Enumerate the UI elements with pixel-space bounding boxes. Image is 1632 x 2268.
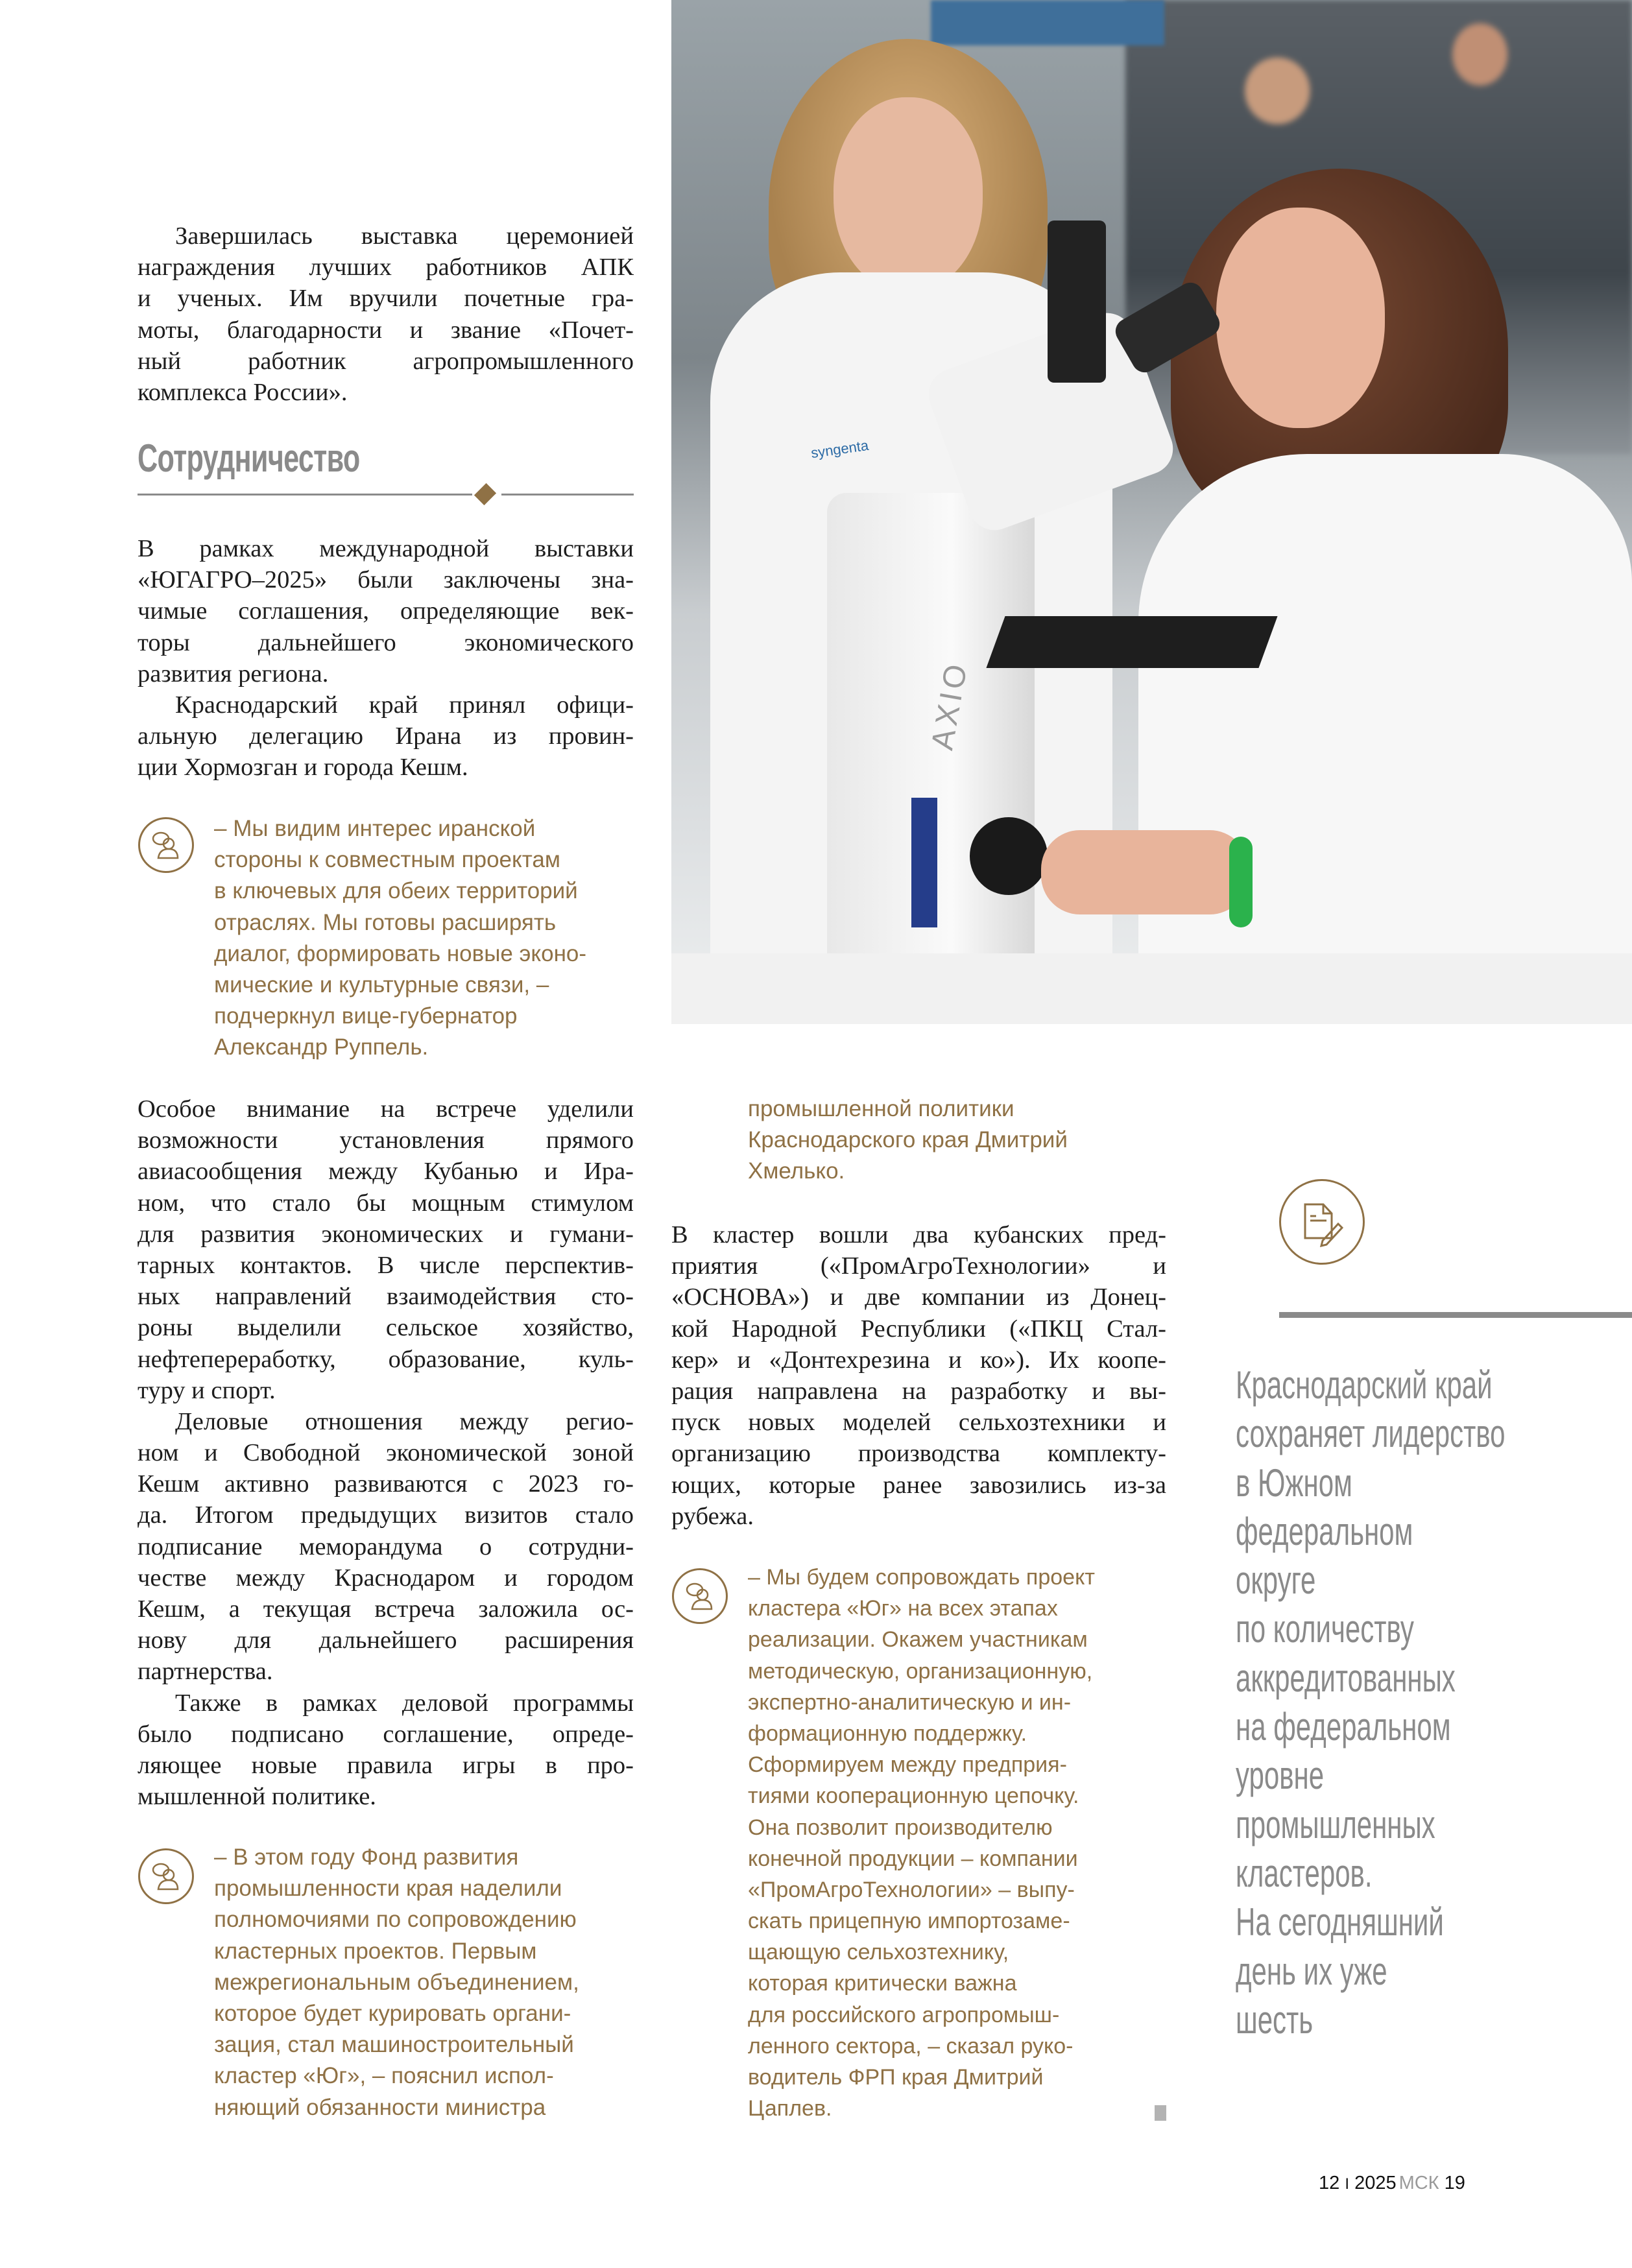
paragraph-line: туру и спорт. [138, 1376, 276, 1404]
issue-year: 2025 [1354, 2173, 1397, 2193]
paragraph-line: кой Народной Республики («ПКЦ Стал- [671, 1315, 1166, 1343]
quote-line: промышленной политики [748, 1096, 1014, 1121]
pull-quote-line: округе [1236, 1558, 1316, 1603]
paragraph-line: приятия («ПромАгроТехнологии» и [671, 1252, 1166, 1280]
pull-quote-line: Краснодарский край [1236, 1363, 1493, 1407]
paragraph-line: ном, что стало бы мощным стимулом [138, 1189, 634, 1217]
paragraph-line: Завершилась выставка церемонией [175, 222, 634, 250]
quote-line: тиями кооперационную цепочку. [748, 1784, 1079, 1809]
pull-quote-line: на федеральном [1236, 1705, 1451, 1749]
paragraph-line: В рамках международной выставки [138, 535, 634, 562]
paragraph-line: Деловые отношения между регио- [175, 1407, 634, 1435]
quote-line: кластер «Юг», – пояснил испол- [214, 2063, 554, 2089]
quote-line: межрегиональным объединением, [214, 1969, 579, 1995]
paragraph-line: моты, благодарности и звание «Почет- [138, 316, 634, 344]
quote-line: методическую, организационную, [748, 1658, 1093, 1684]
paragraph-line: ном и Свободной экономической зоной [138, 1439, 634, 1467]
quote-line: экспертно-аналитическую и ин- [748, 1689, 1072, 1715]
microscope-stage [986, 616, 1277, 668]
quote-line: отраслях. Мы готовы расширять [214, 909, 557, 935]
quote-line: кластерных проектов. Первым [214, 1938, 537, 1964]
quote-line: для российского агропромыш- [748, 2002, 1060, 2027]
quote-line: промышленности края наделили [214, 1876, 562, 1902]
paragraph-line: ляющее новые правила игры в про- [138, 1751, 634, 1779]
pull-quote-line: промышленных [1236, 1802, 1435, 1846]
microscope-label: AXIO [925, 658, 975, 753]
pull-quote-line: день их уже [1236, 1949, 1387, 1993]
syngenta-logo: syngenta [810, 436, 870, 462]
quote-line: реализации. Окажем участникам [748, 1627, 1088, 1653]
quote-speaker-icon [138, 1848, 194, 1904]
quote-line: подчеркнул вице-губернатор [214, 1003, 518, 1029]
paragraph-line: да. Итогом предыдущих визитов стало [138, 1501, 634, 1529]
quote-line: Хмелько. [748, 1158, 845, 1184]
microscope-camera [1048, 221, 1106, 383]
quote-khmelko-part1 [214, 1842, 636, 2123]
pull-quote-line: в Южном [1236, 1461, 1352, 1505]
quote-line: диалог, формировать новые эконо- [214, 940, 587, 966]
paragraph-cluster [671, 1219, 1166, 1532]
magazine-name: МСК [1398, 2173, 1439, 2193]
paragraph-line: комплекса России». [138, 378, 348, 406]
photo-scientists-microscope [671, 0, 1632, 1024]
paragraph-line: кер» и «Донтехрезина и ко»). Их коопе- [671, 1346, 1166, 1374]
paragraph-line: награждения лучших работников АПК [138, 254, 634, 281]
paragraph-line: ных направлений взаимодействия сто- [138, 1283, 634, 1311]
paragraph-line: нову для дальнейшего расширения [138, 1627, 634, 1654]
section-heading: Сотрудничество [138, 436, 360, 480]
quote-line: полномочиями по сопровождению [214, 1907, 577, 1933]
paragraph-line: «ОСНОВА») и две компании из Донец- [671, 1283, 1166, 1311]
paragraph-line: рубежа. [671, 1502, 754, 1530]
quote-ruppel [214, 813, 636, 1064]
green-bracelet [1229, 837, 1253, 927]
quote-line: водитель ФРП края Дмитрий [748, 2065, 1044, 2090]
heading-rule-right [501, 494, 634, 495]
microscope-blue-panel [911, 798, 937, 927]
quote-line: Краснодарского края Дмитрий [748, 1127, 1068, 1153]
quote-line: ленного сектора, – сказал руко- [748, 2033, 1074, 2059]
paragraph-line: партнерства. [138, 1658, 273, 1686]
pull-quote-line: федеральном [1236, 1509, 1413, 1553]
paragraph-line: рация направлена на разработку и вы- [671, 1377, 1166, 1405]
pull-quote-line: кластеров. [1236, 1851, 1373, 1895]
quote-line: зация, стал машиностроительный [214, 2032, 574, 2058]
pull-quote-line: по количеству [1236, 1607, 1414, 1651]
paragraph-line: роны выделили сельское хозяйство, [138, 1314, 634, 1342]
pull-quote-line: уровне [1236, 1754, 1325, 1798]
quote-line: конечной продукции – компании [748, 1846, 1078, 1871]
microscope-knob [970, 817, 1048, 895]
pull-quote-line: На сегодняшний [1236, 1900, 1444, 1944]
paragraph-intro [138, 221, 634, 408]
paragraph-aviation [138, 1093, 634, 1812]
paragraph-line: «ЮГАГРО–2025» были заключены зна- [138, 566, 634, 594]
pull-quote [1236, 1361, 1506, 2044]
paragraph-line: Кешм активно развиваются с 2023 го- [138, 1470, 634, 1498]
woman-left-face [834, 97, 983, 292]
paragraph-agreements [138, 533, 634, 783]
pull-quote-line: аккредитованных [1236, 1656, 1456, 1700]
quote-line: – Мы будем сопровождать проект [748, 1565, 1095, 1590]
paragraph-line: для развития экономических и гумани- [138, 1220, 634, 1248]
quote-line: Цаплев. [748, 2096, 832, 2121]
pull-quote-bar [1279, 1312, 1632, 1318]
quote-line: щающую сельхозтехнику, [748, 1940, 1009, 1965]
paragraph-line: и ученых. Им вручили почетные гра- [138, 285, 634, 313]
quote-line: которое будет курировать органи- [214, 2000, 571, 2026]
paragraph-line: Особое внимание на встрече уделили [138, 1095, 634, 1123]
woman-right-coat [1138, 454, 1632, 1024]
pull-quote-line: сохраняет лидерство [1236, 1412, 1506, 1456]
paragraph-line: ющих, которые ранее завозились из-за [671, 1471, 1166, 1499]
woman-right-face [1216, 208, 1385, 428]
quote-line: скать прицепную импортозаме- [748, 1909, 1070, 1934]
quote-line: Сформируем между предприя- [748, 1752, 1067, 1778]
paragraph-line: альную делегацию Ирана из провин- [138, 722, 634, 750]
quote-line: Александр Руппель. [214, 1034, 429, 1060]
quote-line: мические и культурные связи, – [214, 972, 549, 997]
quote-line: – В этом году Фонд развития [214, 1844, 519, 1870]
background-banner [931, 0, 1164, 45]
quote-line: кластера «Юг» на всех этапах [748, 1596, 1058, 1621]
page-number: 19 [1444, 2173, 1465, 2193]
paragraph-line: чимые соглашения, определяющие век- [138, 597, 634, 625]
issue-number: 12 [1319, 2173, 1340, 2193]
paragraph-line: В кластер вошли два кубанских пред- [671, 1221, 1166, 1248]
quote-line: стороны к совместным проектам [214, 847, 560, 873]
quote-line: няющий обязанности министра [214, 2094, 546, 2120]
paragraph-line: развития региона. [138, 660, 329, 687]
paragraph-line: честве между Краснодаром и городом [138, 1564, 634, 1592]
heading-rule-left [138, 494, 472, 495]
paragraph-line: организацию производства комплекту- [671, 1440, 1166, 1468]
quote-line: формационную поддержку. [748, 1721, 1027, 1746]
paragraph-line: возможности установления прямого [138, 1127, 634, 1154]
quote-line: в ключевых для обеих территорий [214, 878, 578, 904]
quote-speaker-icon [138, 817, 194, 873]
pull-quote-line: шесть [1236, 1998, 1314, 2042]
end-mark-square [1155, 2105, 1166, 2121]
paragraph-line: тарных контактов. В числе перспектив- [138, 1251, 634, 1279]
hand [1041, 830, 1249, 914]
paragraph-line: пуск новых моделей сельхозтехники и [671, 1409, 1166, 1437]
paragraph-line: ный работник агропромышленного [138, 347, 634, 375]
paragraph-line: было подписано соглашение, опреде- [138, 1720, 634, 1748]
heading-diamond [474, 483, 496, 505]
quote-line: которая критически важна [748, 1971, 1017, 1996]
paragraph-line: авиасообщения между Кубанью и Ира- [138, 1158, 634, 1186]
paragraph-line: мышленной политике. [138, 1783, 376, 1811]
paragraph-line: торы дальнейшего экономического [138, 628, 634, 656]
quote-tsaplev [748, 1562, 1170, 2124]
quote-line: Она позволит производителю [748, 1815, 1053, 1840]
paragraph-line: нефтепереработку, образование, куль- [138, 1345, 634, 1373]
page-footer [1319, 2173, 1465, 2194]
quote-khmelko-part2 [748, 1093, 1166, 1188]
paragraph-line: Кешм, а текущая встреча заложила ос- [138, 1595, 634, 1623]
quote-line: «ПромАгроТехнологии» – выпу- [748, 1877, 1075, 1902]
document-pen-icon [1279, 1179, 1365, 1265]
table-surface [671, 953, 1632, 1024]
quote-speaker-icon [672, 1568, 728, 1624]
footer-separator: I [1345, 2175, 1349, 2193]
paragraph-line: Также в рамках деловой программы [175, 1689, 634, 1717]
paragraph-line: Краснодарский край принял офици- [175, 691, 634, 719]
paragraph-line: ции Хормозган и города Кешм. [138, 754, 468, 782]
quote-line: – Мы видим интерес иранской [214, 816, 536, 841]
paragraph-line: подписание меморандума о сотрудни- [138, 1533, 634, 1560]
